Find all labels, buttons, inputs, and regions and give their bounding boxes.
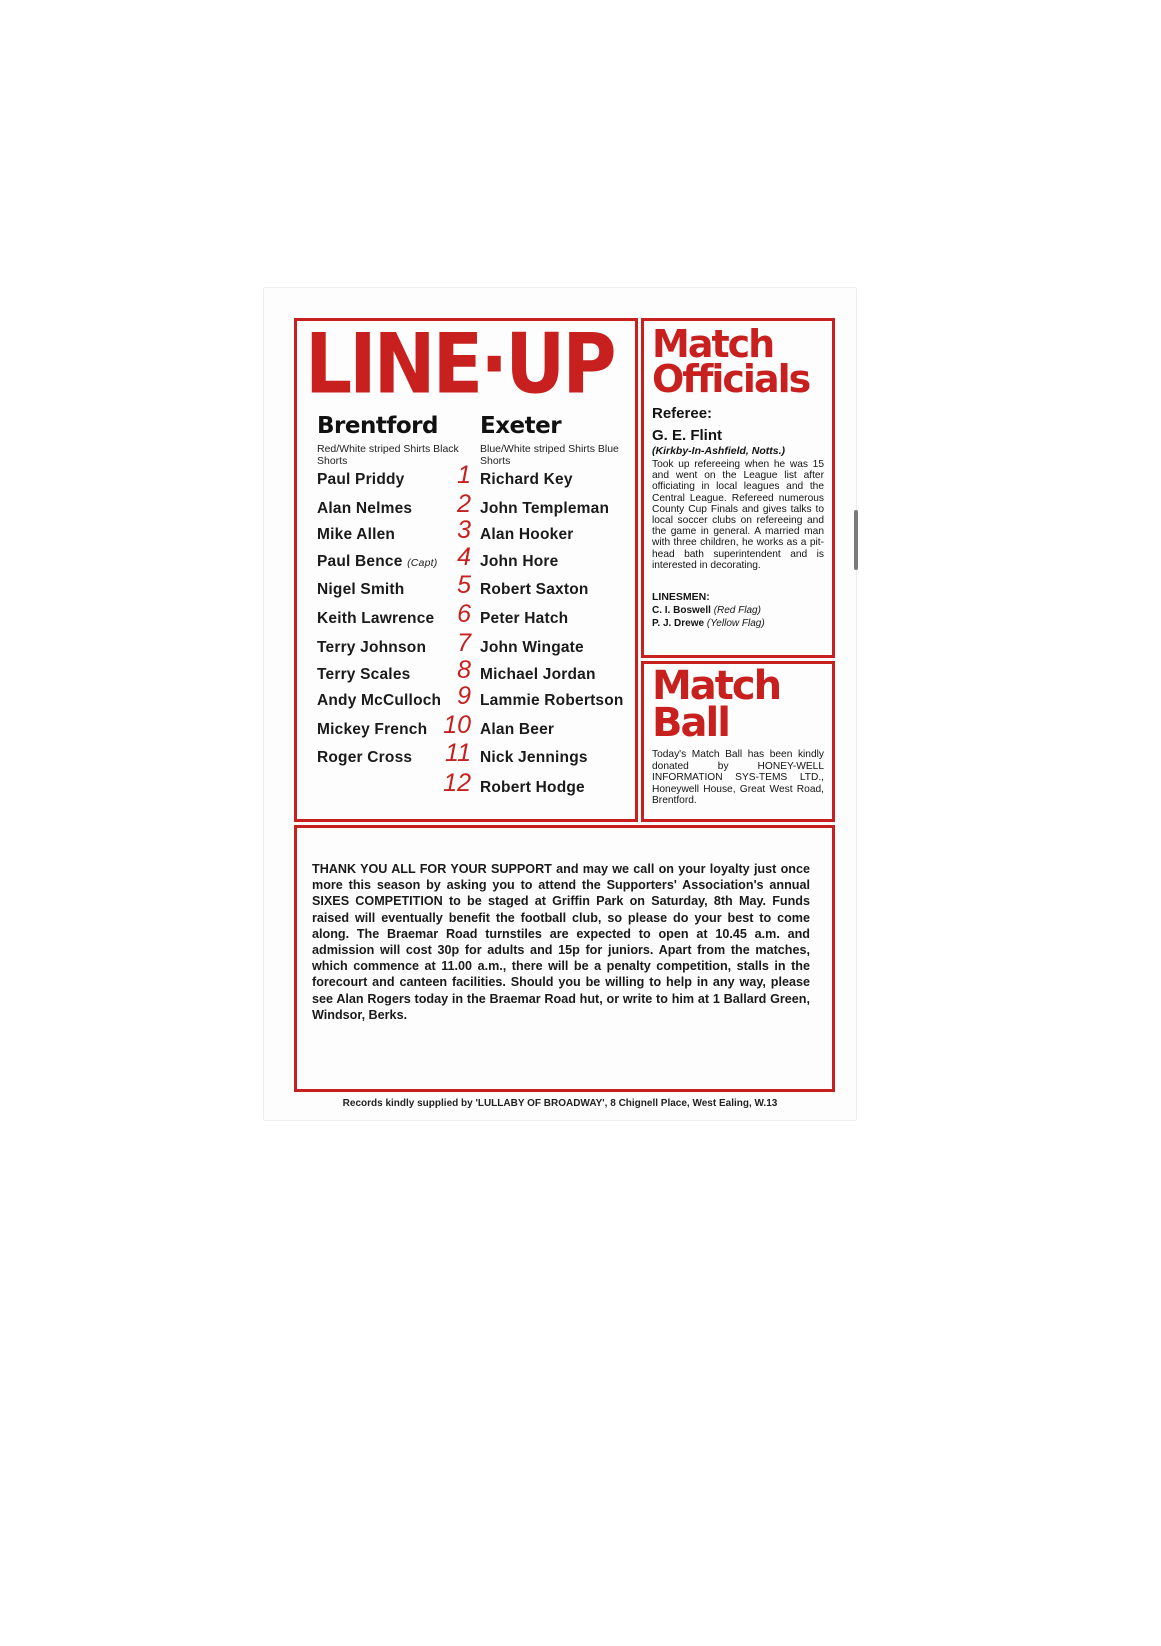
supporters-message-panel xyxy=(294,825,835,1092)
linesman-flag: (Red Flag) xyxy=(713,605,761,616)
officials-panel xyxy=(641,318,835,658)
match-ball-title-line2: Ball xyxy=(652,699,729,746)
squad-number: 7 xyxy=(457,629,471,657)
player-name: Mike Allen xyxy=(317,526,396,543)
player-name: Terry Johnson xyxy=(317,639,427,656)
away-player: Richard Key xyxy=(480,471,573,488)
match-ball-text: Today's Match Ball has been kindly donated by HONEY-WELL INFORMATION SYS-TEMS LTD., Honeywell House, Great West Road, Brentford. xyxy=(652,749,824,806)
footer-credit: Records kindly supplied by 'LULLABY OF BROADWAY', 8 Chignell Place, West Ealing, W.13 xyxy=(342,1098,778,1109)
officials-title-line2: Officials xyxy=(652,356,810,401)
linesman-flag: (Yellow Flag) xyxy=(706,618,765,629)
squad-number: 1 xyxy=(457,461,471,489)
home-player xyxy=(317,749,412,767)
referee-town: (Kirkby-In-Ashfield, Notts.) xyxy=(652,445,785,457)
player-name: Keith Lawrence xyxy=(317,610,435,627)
away-player: Robert Saxton xyxy=(480,581,589,598)
home-player xyxy=(317,526,395,544)
home-player xyxy=(317,639,426,657)
player-name: Terry Scales xyxy=(317,666,411,683)
home-player xyxy=(317,581,404,599)
away-player: Michael Jordan xyxy=(480,666,596,683)
linesman-name: P. J. Drewe xyxy=(652,618,705,629)
officials-title xyxy=(652,322,810,401)
squad-number: 4 xyxy=(457,543,471,571)
captain-note: (Capt) xyxy=(407,557,438,569)
squad-number: 2 xyxy=(457,490,471,518)
referee-bio: Took up refereeing when he was 15 and went on the League list after officiating in local leagues and the Central League. Refereed numerous County Cup Finals and gives talks to local soccer clubs on refereeing and the game in general. A married man with three children, he works as a pit-head bath superintendent and is interested in decorating. xyxy=(652,459,824,571)
squad-number: 3 xyxy=(457,516,471,544)
linesman-name: C. I. Boswell xyxy=(652,605,711,616)
away-player: Lammie Robertson xyxy=(480,692,624,709)
player-name: Andy McCulloch xyxy=(317,692,442,709)
away-player: Alan Hooker xyxy=(480,526,574,543)
home-player xyxy=(317,721,427,739)
home-team-kit: Red/White striped Shirts Black Shorts xyxy=(317,443,459,467)
away-player: John Wingate xyxy=(480,639,584,656)
linesmen-label: LINESMEN: xyxy=(652,591,710,603)
referee-name: G. E. Flint xyxy=(652,427,722,444)
match-ball-title xyxy=(652,663,781,746)
away-player: Peter Hatch xyxy=(480,610,569,627)
lineup-panel xyxy=(294,318,638,822)
squad-number: 8 xyxy=(457,656,471,684)
referee-label: Referee: xyxy=(652,405,713,422)
home-player xyxy=(317,553,437,571)
player-name: Roger Cross xyxy=(317,749,413,766)
away-player: Nick Jennings xyxy=(480,749,588,766)
linesman-1 xyxy=(652,605,761,616)
programme-page xyxy=(264,288,856,1120)
home-player xyxy=(317,500,412,518)
linesman-2 xyxy=(652,618,765,629)
officials-title-line1: Match xyxy=(652,322,774,366)
squad-number: 9 xyxy=(457,682,471,710)
home-player xyxy=(317,471,404,489)
lineup-title: LINE·UP xyxy=(305,316,614,413)
squad-number: 11 xyxy=(445,739,471,767)
home-player xyxy=(317,666,410,684)
player-name: Mickey French xyxy=(317,721,428,738)
squad-number: 10 xyxy=(443,711,471,739)
squad-number: 12 xyxy=(443,769,471,797)
home-player xyxy=(317,610,434,628)
squad-number: 5 xyxy=(457,571,471,599)
page-edge-tab xyxy=(854,510,858,570)
player-name: Alan Nelmes xyxy=(317,500,413,517)
supporters-message-text: THANK YOU ALL FOR YOUR SUPPORT and may we call on your loyalty just once more this season by asking you to attend the Supporters' Association's annual SIXES COMPETITION to be staged at Griffin Park on Saturday, 8th May. Funds raised will eventually benefit the football club, so please do your best to come along. The Braemar Road turnstiles are expected to open at 10.45 a.m. and admission will cost 30p for adults and 15p for juniors. Apart from the matches, which commence at 11.00 a.m., there will be a penalty competition, stalls in the forecourt and canteen facilities. Should you be willing to help in any way, please see Alan Rogers today in the Braemar Road hut, or write to him at 1 Ballard Green, Windsor, Berks. xyxy=(312,862,810,1022)
player-name: Paul Priddy xyxy=(317,471,405,488)
away-player: Alan Beer xyxy=(480,721,555,738)
away-team-kit: Blue/White striped Shirts Blue Shorts xyxy=(480,443,619,467)
away-team-name: Exeter xyxy=(480,413,562,439)
player-name: Nigel Smith xyxy=(317,581,405,598)
away-player: John Templeman xyxy=(480,500,610,517)
player-name: Paul Bence xyxy=(317,553,403,570)
home-player xyxy=(317,692,441,710)
match-ball-title-line1: Match xyxy=(652,663,781,709)
match-ball-panel xyxy=(641,661,835,822)
away-player: John Hore xyxy=(480,553,559,570)
home-team-name: Brentford xyxy=(317,413,438,439)
squad-number: 6 xyxy=(457,600,471,628)
away-player: Robert Hodge xyxy=(480,779,585,796)
